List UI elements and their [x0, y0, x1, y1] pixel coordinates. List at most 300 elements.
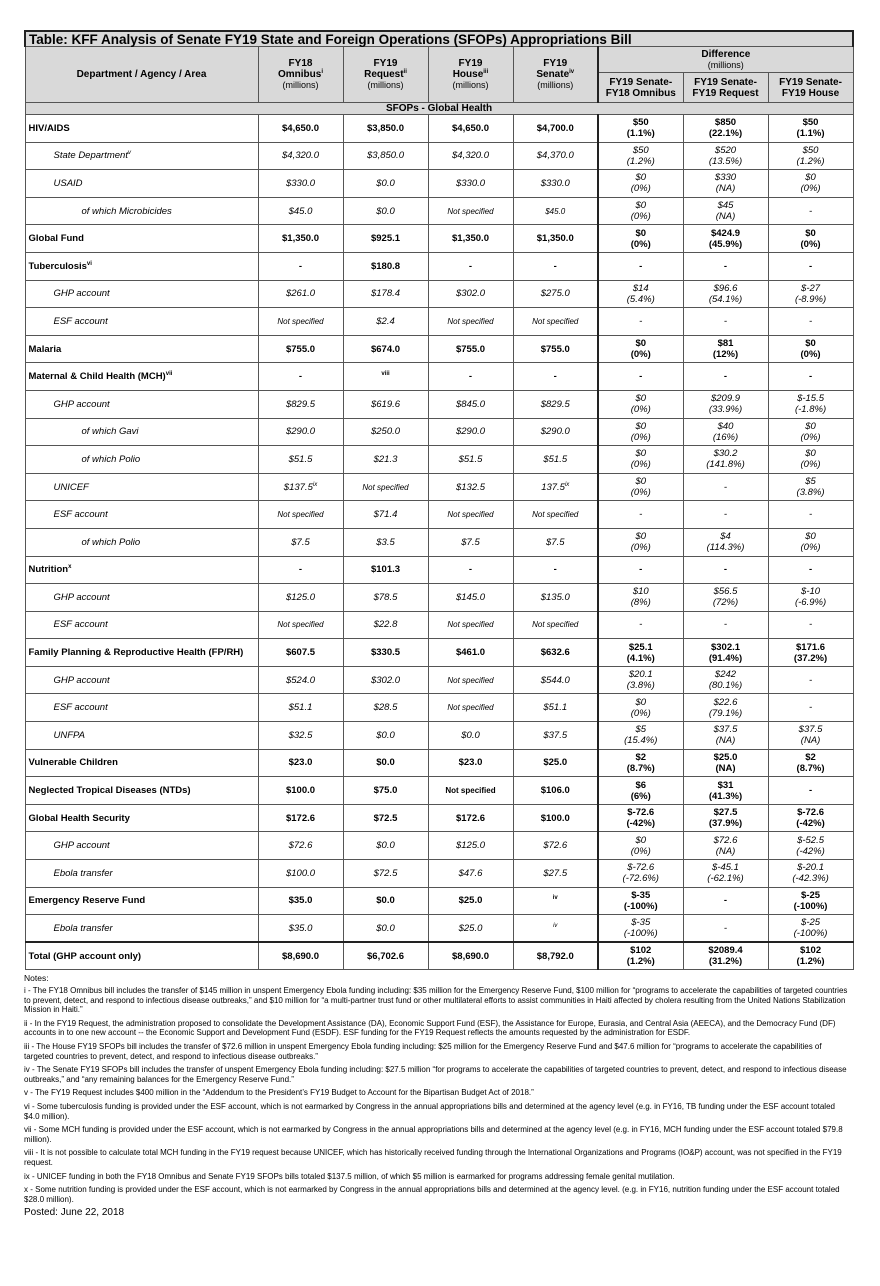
diff-percent: (8.7%) [626, 762, 655, 774]
posted-date: Posted: June 22, 2018 [24, 1207, 125, 1219]
cell-value: $4,320.0 [452, 150, 489, 162]
cell-value: $100.0 [540, 812, 570, 824]
cell-fy19-request [343, 115, 428, 143]
note-item: ix - UNICEF funding in both the FY18 Omnibus and Senate FY19 SFOPs bills totaled $137.5 million, of which $5 million is earmarked for programs addressing female genital mutilation. [24, 1171, 675, 1181]
diff-percent: (0%) [630, 542, 651, 554]
cell-value: $1,350.0 [536, 233, 574, 245]
cell-value: $132.5 [455, 481, 486, 493]
cell-fy19-senate [513, 915, 598, 943]
note-item: viii - It is not possible to calculate total MCH funding in the FY19 request because UNICEF, which has historically received funding through the International Organizations and Programs (IO&P) account, was not specified in the FY19 request. [24, 1148, 842, 1167]
footnote-marker: iv [552, 895, 558, 902]
diff-percent: (0%) [630, 707, 651, 719]
table-row [25, 225, 853, 253]
cell-diff-vs-house [768, 115, 853, 143]
diff-percent: (37.2%) [793, 652, 828, 664]
cell-diff-vs-house [768, 584, 853, 612]
cell-fy19-house [428, 142, 513, 170]
cell-fy19-senate [513, 556, 598, 584]
diff-amount: $0 [635, 448, 647, 460]
cell-fy18-omnibus [258, 197, 343, 225]
header-difference: Difference (millions) [598, 47, 853, 73]
table-row [25, 722, 853, 750]
cell-value: $619.6 [370, 398, 401, 410]
cell-fy19-house [428, 804, 513, 832]
cell-fy19-request [343, 611, 428, 639]
diff-amount: $20.1 [628, 669, 653, 681]
cell-diff-vs-request [683, 363, 768, 391]
note-item: i - The FY18 Omnibus bill includes the transfer of $145 million in unspent Emergency Ebola funding including: $35 million for the Emergency Reserve Fund, $100 million for “programs to accelerate the capabilities of targeted countries to prevent, detect, and respond to infectious disease outbreaks,” and $10 million for “a multi-partner trust fund or other multilateral efforts to assist communities in Haiti affected by cholera resulting from the United Nations Stabilization Mission in Haiti.” [24, 986, 848, 1015]
cell-fy19-request [343, 473, 428, 501]
cell-value: - [298, 371, 303, 383]
row-label-text: of which Gavi [81, 426, 139, 438]
cell-value: $0.0 [376, 840, 395, 852]
diff-percent: (0%) [800, 459, 821, 471]
cell-value: $755.0 [455, 343, 486, 355]
diff-amount: $0 [635, 200, 647, 212]
cell-diff-vs-request [683, 197, 768, 225]
diff-amount: $40 [717, 420, 734, 432]
cell-fy19-house [428, 860, 513, 888]
cell-value: $8,792.0 [536, 950, 574, 962]
row-label [25, 722, 258, 750]
diff-amount: $0 [635, 420, 647, 432]
cell-diff-vs-omnibus [598, 142, 683, 170]
row-label [25, 335, 258, 363]
cell-fy18-omnibus [258, 170, 343, 198]
cell-value: $2.4 [376, 315, 395, 327]
cell-diff-vs-request [683, 252, 768, 280]
cell-fy19-request [343, 777, 428, 805]
diff-amount: $50 [802, 144, 819, 156]
cell-diff-vs-house [768, 170, 853, 198]
diff-amount: $520 [714, 144, 737, 156]
diff-amount: $-25 [801, 917, 821, 929]
row-label [25, 611, 258, 639]
diff-amount: $-35 [631, 917, 651, 929]
cell-value: $674.0 [370, 343, 401, 355]
diff-percent: (-8.9%) [794, 293, 827, 305]
diff-amount: - [723, 619, 728, 631]
diff-percent: (54.1%) [708, 293, 743, 305]
diff-amount: - [808, 371, 813, 383]
cell-diff-vs-request [683, 639, 768, 667]
row-label [25, 666, 258, 694]
diff-amount: $5 [805, 476, 816, 488]
table-row [25, 473, 853, 501]
cell-diff-vs-omnibus [598, 225, 683, 253]
row-label [25, 887, 258, 915]
diff-amount: $209.9 [710, 393, 741, 405]
diff-amount: - [723, 895, 728, 907]
cell-diff-vs-omnibus [598, 418, 683, 446]
cell-diff-vs-request [683, 225, 768, 253]
diff-amount: $102 [799, 945, 822, 957]
cell-fy19-request [343, 584, 428, 612]
diff-percent: (6%) [630, 790, 651, 802]
diff-percent: (0%) [630, 211, 651, 223]
cell-fy19-senate [513, 446, 598, 474]
cell-fy19-house [428, 335, 513, 363]
diff-amount: $-25 [801, 889, 821, 901]
cell-value: $8,690.0 [452, 950, 489, 962]
row-label [25, 390, 258, 418]
diff-amount: $302.1 [710, 641, 741, 653]
section-heading: SFOPs - Global Health [25, 103, 853, 115]
diff-percent: (-42%) [796, 818, 825, 830]
diff-amount: $-20.1 [797, 862, 825, 874]
cell-value: $4,650.0 [452, 122, 489, 134]
diff-amount: - [723, 371, 728, 383]
cell-value: $78.5 [373, 591, 398, 603]
row-label [25, 501, 258, 529]
cell-fy19-house [428, 252, 513, 280]
row-label-text: ESF account [53, 702, 108, 714]
notes-heading: Notes: [24, 973, 49, 984]
diff-amount: $0 [805, 420, 816, 432]
footnote-marker: viii [381, 371, 390, 378]
cell-value: $47.6 [458, 867, 483, 879]
row-label-text: Malaria [28, 343, 62, 355]
diff-percent: (91.4%) [708, 652, 743, 664]
cell-value: $4,650.0 [282, 122, 319, 134]
diff-amount: - [808, 205, 813, 217]
cell-fy19-senate [513, 308, 598, 336]
cell-fy19-request [343, 722, 428, 750]
row-label-text: GHP account [53, 398, 110, 410]
row-label [25, 252, 258, 280]
cell-fy18-omnibus [258, 860, 343, 888]
diff-amount: $31 [717, 779, 734, 791]
cell-fy19-house [428, 666, 513, 694]
footnote-marker: iv [553, 922, 558, 929]
cell-diff-vs-house [768, 860, 853, 888]
cell-value: $45.0 [288, 205, 313, 217]
diff-percent: (0%) [630, 431, 651, 443]
cell-diff-vs-house [768, 418, 853, 446]
cell-fy19-request [343, 860, 428, 888]
diff-amount: $27.5 [713, 807, 738, 819]
row-label [25, 418, 258, 446]
diff-amount: $0 [635, 834, 647, 846]
diff-amount: - [808, 702, 813, 714]
cell-fy19-house [428, 832, 513, 860]
cell-fy18-omnibus [258, 225, 343, 253]
footnote-marker: x [68, 564, 72, 571]
diff-amount: $6 [635, 779, 647, 791]
diff-amount: - [723, 315, 728, 327]
cell-fy18-omnibus [258, 446, 343, 474]
cell-fy19-request [343, 418, 428, 446]
document [24, 30, 852, 1218]
table-row [25, 142, 853, 170]
table-row [25, 666, 853, 694]
cell-value: $330.0 [285, 177, 316, 189]
table-row [25, 556, 853, 584]
cell-diff-vs-house [768, 308, 853, 336]
diff-amount: $0 [635, 172, 647, 184]
cell-value: $632.6 [540, 647, 570, 659]
cell-fy18-omnibus [258, 611, 343, 639]
cell-diff-vs-omnibus [598, 280, 683, 308]
cell-fy19-senate [513, 473, 598, 501]
table-title: Table: KFF Analysis of Senate FY19 State and Foreign Operations (SFOPs) Appropriations Bill [25, 31, 853, 47]
row-label [25, 446, 258, 474]
cell-fy19-senate [513, 722, 598, 750]
diff-amount: $4 [720, 531, 731, 543]
cell-fy19-house [428, 556, 513, 584]
footnote-marker: ix [312, 481, 318, 488]
cell-value: 137.5 [541, 481, 565, 493]
cell-fy19-request [343, 639, 428, 667]
cell-fy19-senate [513, 225, 598, 253]
cell-fy19-request [343, 887, 428, 915]
cell-fy19-house [428, 308, 513, 336]
diff-percent: (72%) [712, 597, 739, 609]
diff-amount: $2 [635, 751, 647, 763]
cell-diff-vs-request [683, 115, 768, 143]
diff-percent: (16%) [712, 431, 739, 443]
table-row [25, 639, 853, 667]
cell-fy18-omnibus [258, 252, 343, 280]
cell-fy18-omnibus [258, 142, 343, 170]
diff-amount: $-52.5 [797, 834, 825, 846]
row-label-text: Neglected Tropical Diseases (NTDs) [28, 785, 191, 797]
cell-fy19-house [428, 887, 513, 915]
cell-value: $25.0 [458, 895, 483, 907]
row-label [25, 749, 258, 777]
diff-amount: $50 [632, 117, 649, 129]
cell-diff-vs-omnibus [598, 694, 683, 722]
diff-percent: (-100%) [623, 928, 658, 940]
diff-percent: (0%) [800, 542, 821, 554]
cell-value: $524.0 [285, 674, 316, 686]
cell-fy19-senate [513, 142, 598, 170]
diff-percent: (0%) [630, 487, 651, 499]
cell-value: $100.0 [285, 785, 316, 797]
cell-fy18-omnibus [258, 749, 343, 777]
row-label-text: State Department [53, 150, 128, 162]
cell-fy19-senate [513, 197, 598, 225]
diff-amount: - [639, 260, 643, 272]
row-label [25, 170, 258, 198]
diff-percent: (31.2%) [708, 956, 743, 968]
cell-value: $290.0 [455, 426, 486, 438]
cell-fy18-omnibus [258, 335, 343, 363]
cell-fy18-omnibus [258, 942, 343, 970]
cell-diff-vs-omnibus [598, 556, 683, 584]
cell-value: Not specified [447, 206, 494, 216]
cell-fy18-omnibus [258, 804, 343, 832]
diff-amount: $0 [805, 448, 816, 460]
diff-amount: $5 [635, 724, 647, 736]
row-label-text: Emergency Reserve Fund [28, 895, 146, 907]
cell-diff-vs-omnibus [598, 115, 683, 143]
diff-percent: (33.9%) [708, 404, 743, 416]
cell-fy19-house [428, 170, 513, 198]
cell-value: $0.0 [376, 922, 395, 934]
cell-diff-vs-request [683, 142, 768, 170]
row-label-text: Ebola transfer [53, 922, 113, 934]
cell-value: $7.5 [546, 536, 565, 548]
row-label-text: Nutrition [28, 564, 69, 576]
cell-fy19-senate [513, 832, 598, 860]
row-label-text: of which Polio [81, 536, 141, 548]
row-label [25, 308, 258, 336]
cell-value: Not specified [277, 510, 324, 520]
diff-amount: - [639, 371, 643, 383]
cell-diff-vs-house [768, 501, 853, 529]
diff-amount: - [808, 315, 813, 327]
note-item: ii - In the FY19 Request, the administration proposed to consolidate the Development Assistance (DA), Economic Support Fund (ESF), the Assistance for Europe, Eurasia, and Central Asia (AEECA), and the Democracy Fund (DF) accounts in to one new account -- the Economic Support and Development Fund (ESDF). ESF funding for the FY19 Request reflects the amounts requested by the administration for ESDF. [24, 1018, 836, 1038]
diff-percent: (0%) [630, 183, 651, 195]
diff-percent: (22.1%) [708, 128, 743, 140]
table-row [25, 528, 853, 556]
cell-diff-vs-omnibus [598, 860, 683, 888]
cell-value: $135.0 [540, 591, 570, 603]
cell-value: $829.5 [540, 398, 570, 410]
diff-percent: (-72.6%) [622, 873, 659, 885]
diff-percent: (4.1%) [626, 652, 655, 664]
diff-amount: - [639, 619, 643, 631]
cell-fy18-omnibus [258, 473, 343, 501]
header-fy19-senate: FY19 Senate$^{iv}$ (millions) [513, 47, 598, 103]
cell-value: $23.0 [288, 757, 313, 769]
cell-diff-vs-omnibus [598, 887, 683, 915]
diff-amount: $14 [632, 282, 649, 294]
cell-diff-vs-request [683, 694, 768, 722]
cell-value: $75.0 [373, 785, 398, 797]
diff-amount: - [639, 564, 643, 576]
cell-value: $137.5 [283, 481, 313, 493]
cell-diff-vs-request [683, 308, 768, 336]
cell-diff-vs-request [683, 832, 768, 860]
cell-diff-vs-house [768, 197, 853, 225]
cell-fy19-senate [513, 418, 598, 446]
cell-fy19-house [428, 639, 513, 667]
cell-fy19-house [428, 528, 513, 556]
diff-amount: $2089.4 [708, 945, 743, 957]
diff-percent: (8.7%) [796, 762, 825, 774]
diff-amount: $0 [635, 696, 647, 708]
diff-percent: (79.1%) [708, 707, 743, 719]
cell-value: $250.0 [370, 426, 401, 438]
diff-percent: (1.1%) [626, 128, 655, 140]
table-row [25, 832, 853, 860]
cell-diff-vs-house [768, 225, 853, 253]
cell-diff-vs-request [683, 804, 768, 832]
cell-diff-vs-house [768, 666, 853, 694]
cell-value: Not specified [532, 316, 579, 326]
cell-value: Not specified [277, 316, 324, 326]
cell-diff-vs-omnibus [598, 473, 683, 501]
diff-amount: $-35 [631, 889, 651, 901]
cell-value: $178.4 [370, 288, 401, 300]
cell-fy19-request [343, 252, 428, 280]
cell-fy19-request [343, 666, 428, 694]
cell-diff-vs-request [683, 556, 768, 584]
cell-value: $125.0 [455, 840, 486, 852]
row-label-text: Tuberculosis [28, 260, 87, 272]
cell-value: $7.5 [291, 536, 310, 548]
row-label-text: GHP account [53, 840, 110, 852]
row-label-text: GHP account [53, 591, 110, 603]
cell-fy19-request [343, 308, 428, 336]
table-row [25, 418, 853, 446]
diff-amount: $-72.6 [627, 807, 655, 819]
cell-fy19-house [428, 694, 513, 722]
header-fy18-omnibus: FY18 Omnibus$^i$ (millions) [258, 47, 343, 103]
cell-diff-vs-house [768, 280, 853, 308]
diff-percent: (0%) [630, 845, 651, 857]
cell-fy19-request [343, 694, 428, 722]
diff-percent: (-1.8%) [794, 404, 827, 416]
cell-diff-vs-house [768, 390, 853, 418]
row-label [25, 639, 258, 667]
diff-amount: $0 [635, 476, 647, 488]
cell-fy19-request [343, 915, 428, 943]
row-label [25, 280, 258, 308]
cell-value: $180.8 [370, 260, 401, 272]
cell-fy18-omnibus [258, 556, 343, 584]
diff-percent: (-42%) [796, 845, 825, 857]
cell-diff-vs-house [768, 915, 853, 943]
cell-diff-vs-request [683, 860, 768, 888]
cell-fy19-senate [513, 694, 598, 722]
cell-fy19-house [428, 777, 513, 805]
table-row [25, 252, 853, 280]
table-row [25, 777, 853, 805]
diff-amount: $0 [635, 393, 647, 405]
cell-value: Not specified [447, 510, 494, 520]
cell-diff-vs-request [683, 280, 768, 308]
cell-fy19-house [428, 418, 513, 446]
cell-diff-vs-request [683, 722, 768, 750]
cell-fy19-request [343, 170, 428, 198]
cell-value: $172.6 [285, 812, 316, 824]
row-label-text: Maternal & Child Health (MCH) [28, 371, 166, 383]
cell-diff-vs-request [683, 777, 768, 805]
header-department: Department / Agency / Area [25, 47, 258, 103]
cell-fy19-house [428, 722, 513, 750]
cell-value: $290.0 [285, 426, 316, 438]
cell-value: $37.5 [543, 729, 568, 741]
diff-amount: $-72.6 [627, 862, 655, 874]
cell-diff-vs-house [768, 473, 853, 501]
diff-amount: $0 [805, 531, 816, 543]
cell-diff-vs-omnibus [598, 942, 683, 970]
cell-diff-vs-house [768, 142, 853, 170]
diff-percent: (1.2%) [796, 956, 825, 968]
cell-fy19-house [428, 473, 513, 501]
diff-percent: (37.9%) [708, 818, 743, 830]
cell-value: Not specified [447, 675, 494, 685]
cell-diff-vs-house [768, 363, 853, 391]
row-label [25, 556, 258, 584]
cell-value: Not specified [277, 620, 324, 630]
cell-value: $72.6 [543, 840, 568, 852]
cell-fy18-omnibus [258, 777, 343, 805]
cell-value: $1,350.0 [282, 233, 319, 245]
cell-fy19-house [428, 915, 513, 943]
diff-percent: (NA) [715, 211, 736, 223]
cell-value: $755.0 [540, 343, 570, 355]
cell-fy19-request [343, 556, 428, 584]
diff-amount: $171.6 [796, 641, 826, 653]
cell-fy19-request [343, 390, 428, 418]
note-item: vi - Some tuberculosis funding is provided under the ESF account, which is not earmarked by Congress in the annual appropriations bills and determined at the agency level (e.g. in FY16, TB funding under the ESF account totaled $4.0 million). [24, 1101, 835, 1121]
cell-value: $125.0 [285, 591, 316, 603]
cell-value: $27.5 [543, 867, 568, 879]
